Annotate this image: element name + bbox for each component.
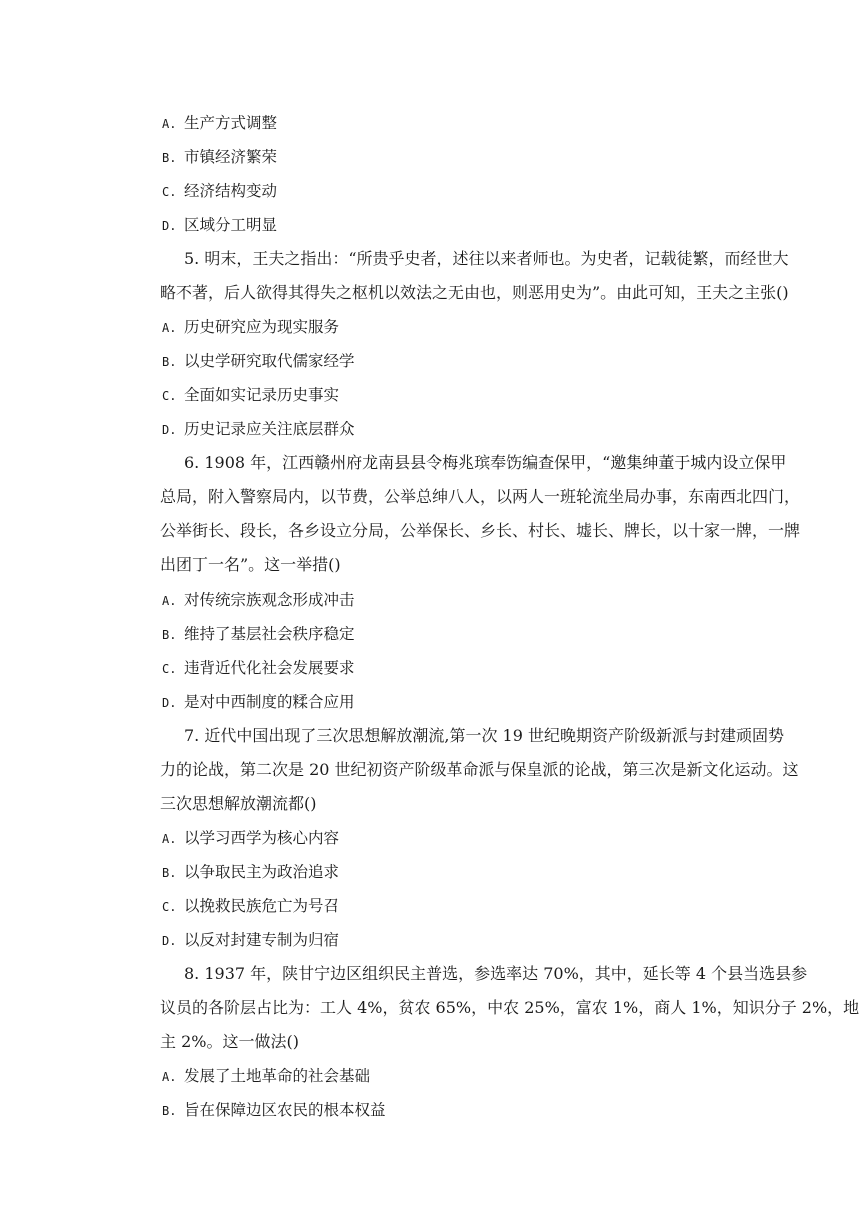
option-key: C. bbox=[162, 389, 177, 403]
q4-option-a[interactable] bbox=[162, 113, 277, 134]
q5-option-d[interactable] bbox=[162, 419, 355, 440]
q6-option-b[interactable] bbox=[162, 624, 355, 645]
q4-option-c[interactable] bbox=[162, 181, 277, 202]
q7-stem-line: 三次思想解放潮流都() bbox=[160, 794, 317, 813]
option-key: A. bbox=[162, 832, 177, 846]
option-text: 旨在保障边区农民的根本权益 bbox=[184, 1101, 386, 1119]
option-text: 违背近代化社会发展要求 bbox=[184, 659, 355, 677]
q7-option-c[interactable] bbox=[162, 896, 339, 917]
q6-stem-line: 公举街长、段长，各乡设立分局，公举保长、乡长、村长、墟长、牌长，以十家一牌，一牌 bbox=[160, 521, 801, 540]
option-key: A. bbox=[162, 321, 177, 335]
option-key: B. bbox=[162, 628, 177, 642]
q5-stem-line: 5. 明末，王夫之指出：“所贵乎史者，述往以来者师也。为史者，记载徒繁，而经世大 bbox=[184, 249, 789, 268]
q4-option-d[interactable] bbox=[162, 215, 277, 236]
option-text: 市镇经济繁荣 bbox=[184, 148, 278, 166]
q8-stem-line: 议员的各阶层占比为：工人 4%，贫农 65%，中农 25%，富农 1%，商人 1%，知识分子 2%，地 bbox=[160, 998, 860, 1017]
option-key: D. bbox=[162, 696, 177, 710]
option-key: B. bbox=[162, 151, 177, 165]
option-key: C. bbox=[162, 185, 177, 199]
option-text: 以反对封建专制为归宿 bbox=[184, 931, 340, 949]
option-key: B. bbox=[162, 866, 177, 880]
q5-option-b[interactable] bbox=[162, 351, 355, 372]
option-text: 区域分工明显 bbox=[184, 216, 278, 234]
option-key: A. bbox=[162, 117, 177, 131]
q6-option-d[interactable] bbox=[162, 692, 355, 713]
option-text: 发展了土地革命的社会基础 bbox=[184, 1067, 371, 1085]
option-text: 以争取民主为政治追求 bbox=[184, 863, 340, 881]
q8-stem-line: 主 2%。这一做法() bbox=[160, 1032, 299, 1051]
option-text: 历史研究应为现实服务 bbox=[184, 318, 340, 336]
option-key: D. bbox=[162, 219, 177, 233]
q7-option-d[interactable] bbox=[162, 930, 339, 951]
option-text: 以学习西学为核心内容 bbox=[184, 829, 340, 847]
q8-stem-line: 8. 1937 年，陕甘宁边区组织民主普选，参选率达 70%，其中，延长等 4 个县当选县参 bbox=[184, 964, 808, 983]
option-text: 以史学研究取代儒家经学 bbox=[184, 352, 355, 370]
option-key: B. bbox=[162, 1104, 177, 1118]
q8-option-a[interactable] bbox=[162, 1066, 370, 1087]
q6-stem-line: 出团丁一名”。这一举措() bbox=[160, 555, 341, 574]
q5-option-a[interactable] bbox=[162, 317, 339, 338]
q4-option-b[interactable] bbox=[162, 147, 277, 168]
q7-option-b[interactable] bbox=[162, 862, 339, 883]
q7-option-a[interactable] bbox=[162, 828, 339, 849]
option-text: 以挽救民族危亡为号召 bbox=[184, 897, 340, 915]
option-key: D. bbox=[162, 934, 177, 948]
option-key: B. bbox=[162, 355, 177, 369]
option-text: 是对中西制度的糅合应用 bbox=[184, 693, 355, 711]
option-text: 生产方式调整 bbox=[184, 114, 278, 132]
q6-option-c[interactable] bbox=[162, 658, 355, 679]
q5-option-c[interactable] bbox=[162, 385, 339, 406]
q7-stem-line: 7. 近代中国出现了三次思想解放潮流,第一次 19 世纪晚期资产阶级新派与封建顽固势 bbox=[184, 726, 784, 745]
option-text: 经济结构变动 bbox=[184, 182, 278, 200]
option-key: A. bbox=[162, 594, 177, 608]
q6-stem-line: 6. 1908 年，江西赣州府龙南县县令梅兆瑸奉饬编查保甲，“邀集绅董于城内设立保甲 bbox=[184, 453, 787, 472]
option-text: 全面如实记录历史事实 bbox=[184, 386, 340, 404]
option-text: 对传统宗族观念形成冲击 bbox=[184, 591, 355, 609]
q6-option-a[interactable] bbox=[162, 590, 355, 611]
option-text: 维持了基层社会秩序稳定 bbox=[184, 625, 355, 643]
q5-stem-line: 略不著，后人欲得其得失之枢机以效法之无由也，则恶用史为”。由此可知，王夫之主张() bbox=[160, 283, 789, 302]
option-text: 历史记录应关注底层群众 bbox=[184, 420, 355, 438]
q7-stem-line: 力的论战，第二次是 20 世纪初资产阶级革命派与保皇派的论战，第三次是新文化运动。这 bbox=[160, 760, 799, 779]
q8-option-b[interactable] bbox=[162, 1100, 386, 1121]
option-key: A. bbox=[162, 1070, 177, 1084]
q6-stem-line: 总局，附入警察局内，以节费，公举总绅八人，以两人一班轮流坐局办事，东南西北四门， bbox=[160, 487, 801, 506]
option-key: C. bbox=[162, 900, 177, 914]
option-key: D. bbox=[162, 423, 177, 437]
option-key: C. bbox=[162, 662, 177, 676]
